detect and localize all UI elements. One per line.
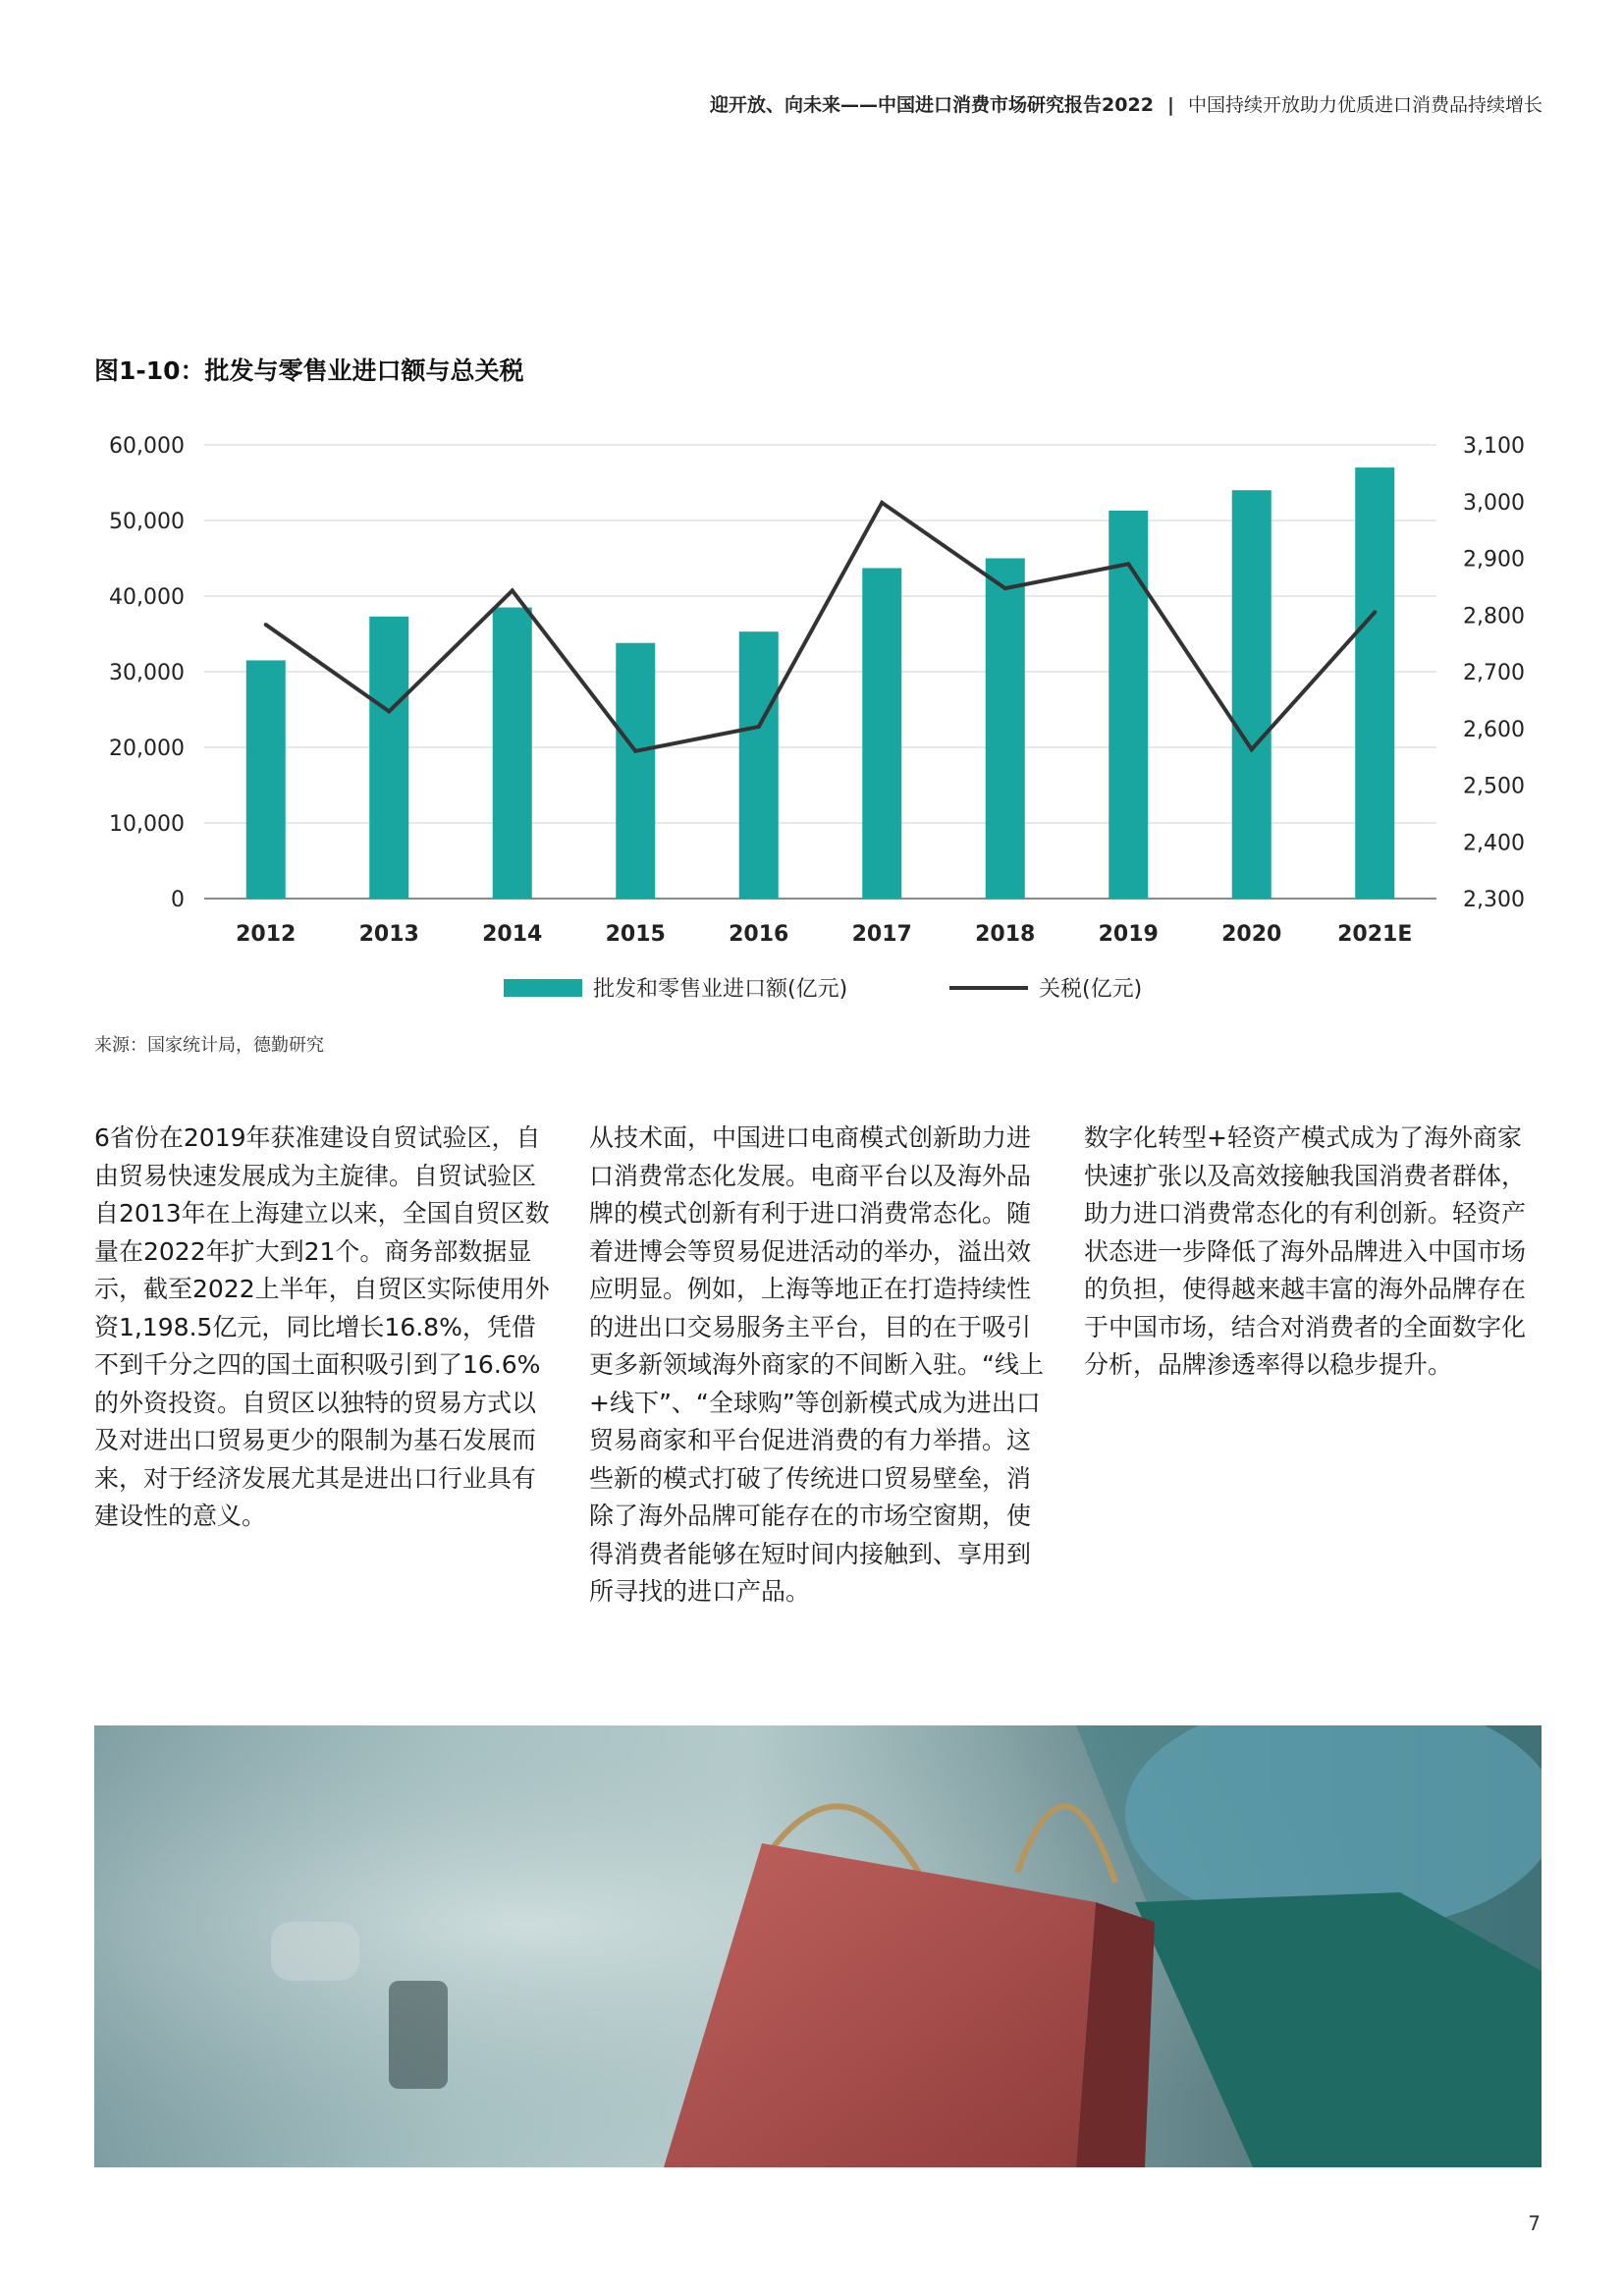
x-tick-label: 2017 xyxy=(851,922,912,947)
x-tick-label: 2014 xyxy=(482,922,543,947)
figure-source: 来源：国家统计局，德勤研究 xyxy=(94,1035,324,1056)
section-title: 中国持续开放助力优质进口消费品持续增长 xyxy=(1187,94,1542,116)
bar xyxy=(1109,511,1148,899)
right-axis-ticks xyxy=(1463,434,1525,912)
x-tick-label: 2012 xyxy=(236,922,297,947)
line-series xyxy=(264,501,1378,753)
bar xyxy=(862,569,901,899)
x-tick-label: 2018 xyxy=(975,922,1036,947)
left-tick-label: 50,000 xyxy=(109,510,185,534)
bar xyxy=(1232,490,1271,899)
legend-label-bar: 批发和零售业进口额(亿元) xyxy=(593,977,848,1002)
x-tick-label: 2021E xyxy=(1337,922,1413,947)
left-tick-label: 60,000 xyxy=(109,434,185,459)
line-point xyxy=(264,623,268,627)
bar xyxy=(493,608,532,899)
report-title: 迎开放、向未来——中国进口消费市场研究报告2022 xyxy=(710,94,1154,116)
right-tick-label: 3,100 xyxy=(1463,434,1525,459)
bar xyxy=(986,559,1025,900)
right-tick-label: 3,000 xyxy=(1463,490,1525,516)
left-tick-label: 0 xyxy=(171,888,185,912)
figure-title: 图1-10：批发与零售业进口额与总关税 xyxy=(94,356,524,385)
x-tick-label: 2019 xyxy=(1098,922,1159,947)
x-axis-labels xyxy=(236,922,1412,947)
x-tick-label: 2013 xyxy=(358,922,419,947)
body-text-column-1: 6省份在2019年获准建设自贸试验区，自由贸易快速发展成为主旋律。自贸试验区自2013年在上海建立以来，全国自贸区数量在2022年扩大到21个。商务部数据显示，截至2022上半年，自贸区实际使用外资1,198.5亿元，同比增长16.8%，凭借不到千分之四的国土面积吸引到了16.6%的外资投资。自贸区以独特的贸易方式以及对进出口贸易更少的限制为基石发展而来，对于经济发展尤其是进出口行业具有建设性的意义。 xyxy=(94,1123,550,1530)
shopping-bag-photo xyxy=(94,1725,1542,2167)
right-tick-label: 2,300 xyxy=(1463,888,1525,912)
left-tick-label: 40,000 xyxy=(109,585,185,610)
page-header xyxy=(710,90,1542,117)
right-tick-label: 2,700 xyxy=(1463,661,1525,685)
line-point xyxy=(1373,610,1377,614)
line-point xyxy=(757,725,761,729)
bar xyxy=(1355,467,1394,899)
bar xyxy=(616,643,655,899)
line-point xyxy=(1126,562,1130,566)
line-point xyxy=(880,501,884,505)
combo-chart xyxy=(0,412,1623,1021)
left-tick-label: 10,000 xyxy=(109,812,185,837)
x-tick-label: 2016 xyxy=(729,922,789,947)
line-point xyxy=(511,588,514,592)
legend-label-line: 关税(亿元) xyxy=(1039,977,1143,1002)
left-tick-label: 30,000 xyxy=(109,661,185,685)
bar xyxy=(246,660,286,899)
line-point xyxy=(1250,747,1254,751)
header-separator: | xyxy=(1166,94,1174,116)
left-tick-label: 20,000 xyxy=(109,737,185,761)
right-tick-label: 2,500 xyxy=(1463,774,1525,799)
bar xyxy=(369,617,408,899)
line-point xyxy=(387,709,391,713)
chart-legend xyxy=(504,977,1142,1002)
right-tick-label: 2,900 xyxy=(1463,547,1525,573)
right-tick-label: 2,800 xyxy=(1463,604,1525,629)
body-text-column-3: 数字化转型+轻资产模式成为了海外商家快速扩张以及高效接触我国消费者群体，助力进口消费常态化的有利创新。轻资产状态进一步降低了海外品牌进入中国市场的负担，使得越来越丰富的海外品牌存在于中国市场，结合对消费者的全面数字化分析，品牌渗透率得以稳步提升。 xyxy=(1084,1123,1527,1379)
x-tick-label: 2015 xyxy=(605,922,666,947)
left-axis-ticks xyxy=(109,434,185,912)
line-point xyxy=(633,749,637,753)
line-path xyxy=(266,503,1376,751)
page-number: 7 xyxy=(1528,2212,1541,2235)
line-point xyxy=(1003,586,1007,590)
body-text-column-2: 从技术面，中国进口电商模式创新助力进口消费常态化发展。电商平台以及海外品牌的模式创新有利于进口消费常态化。随着进博会等贸易促进活动的举办，溢出效应明显。例如，上海等地正在打造持续性的进出口交易服务主平台，目的在于吸引更多新领域海外商家的不间断入驻。“线上+线下”、“全球购”等创新模式成为进出口贸易商家和平台促进消费的有力举措。这些新的模式打破了传统进口贸易壁垒，消除了海外品牌可能存在的市场空窗期，使得消费者能够在短时间内接触到、享用到所寻找的进口产品。 xyxy=(589,1123,1044,1606)
right-tick-label: 2,600 xyxy=(1463,717,1525,742)
x-tick-label: 2020 xyxy=(1221,922,1282,947)
legend-swatch-bar xyxy=(504,979,582,997)
bar xyxy=(739,631,779,899)
right-tick-label: 2,400 xyxy=(1463,831,1525,856)
